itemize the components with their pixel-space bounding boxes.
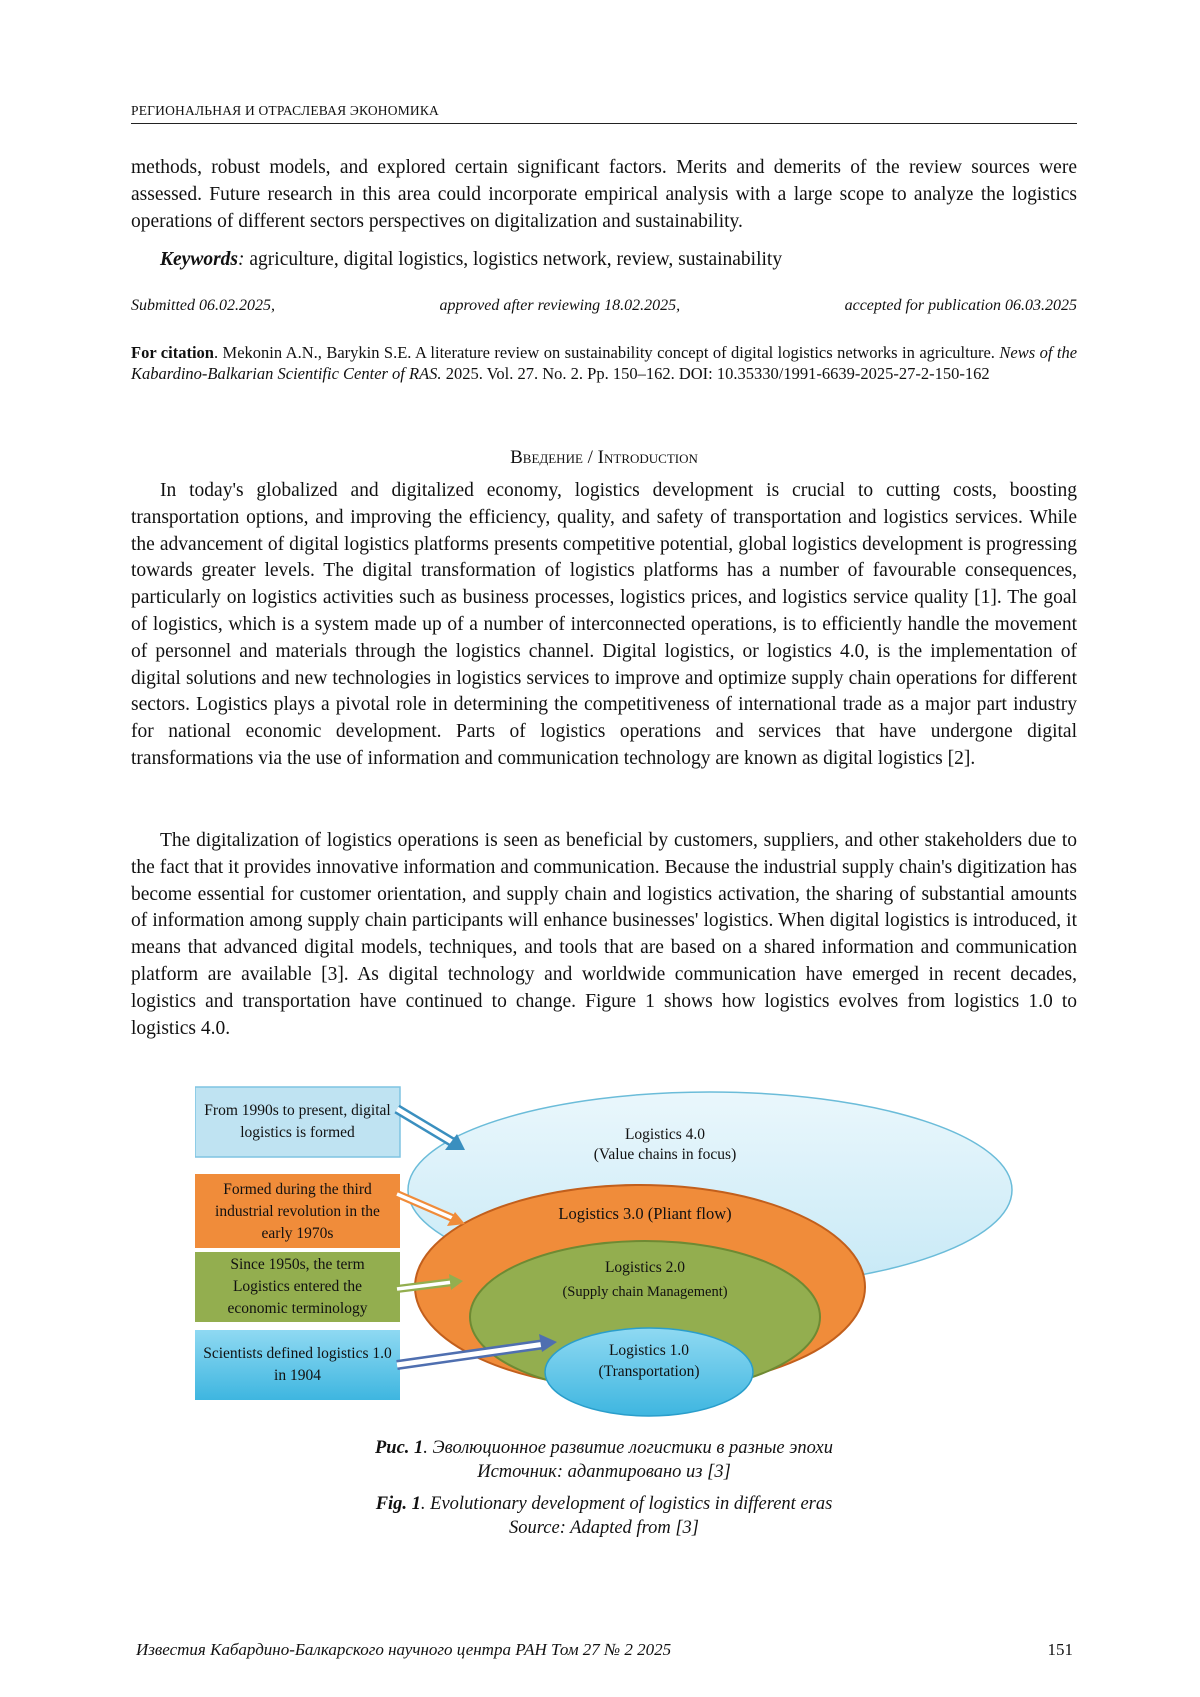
citation-label: For citation [131,343,214,362]
section-title: Введение / Introduction [510,447,698,468]
caption-en-label: Fig. 1 [375,1494,421,1514]
keywords-line [131,247,1077,274]
abstract-tail: methods, robust models, and explored certain significant factors. Merits and demerits of the review sources were assessed. Future research in this area could incorporate empirical analysis with a large scope to analyze the logistics operations of different sectors perspectives on digitalization and sustainability. [131,157,1077,232]
body-paragraph-1: In today's globalized and digitalized economy, logistics development is crucial to cutting costs, boosting transportation options, and improving the efficiency, quality, and safety of transportation and logistics services. While the advancement of digital logistics platforms presents competitive potential, global logistics development is progressing towards greater levels. The digital transformation of logistics platforms has a number of favourable consequences, particularly on logistics activities such as business processes, logistics prices, and logistics service quality [1]. The goal of logistics, which is a system made up of a number of interconnected operations, is to efficiently handle the movement of personnel and materials through the logistics channel. Digital logistics, or logistics 4.0, is the implementation of digital solutions and new technologies in logistics services to improve and optimize supply chain operations for different sectors. Logistics plays a pivotal role in determining the competitiveness of international trade as a major part industry for national economic development. Parts of logistics operations and services that have undergone digital transformations via the use of information and communication technology are known as digital logistics [2]. [131,480,1077,769]
approved-date: approved after reviewing 18.02.2025, [439,297,681,314]
label-logistics-3: Logistics 3.0 (Pliant flow) [558,1204,732,1223]
citation-authors: Mekonin A.N., Barykin S.E. A literature review on sustainability concept of digital logistics networks in agriculture. [222,343,995,362]
keywords-text: agriculture, digital logistics, logistics network, review, sustainability [249,249,783,270]
figure-1 [195,1082,1075,1422]
label-logistics-1-sub: (Transportation) [598,1363,700,1380]
caption-en-source: Source: Adapted from [3] [509,1518,699,1538]
caption-ru-title: . Эволюционное развитие логистики в разные эпохи [423,1438,834,1458]
label-1990s: From 1990s to present, digital logistics is formed [204,1102,391,1141]
label-logistics-4-sub: (Value chains in focus) [593,1146,737,1163]
running-header: РЕГИОНАЛЬНАЯ И ОТРАСЛЕВАЯ ЭКОНОМИКА [131,103,1077,124]
keywords-colon: : [238,249,245,270]
label-logistics-1: Logistics 1.0 [608,1342,690,1359]
label-logistics-4: Logistics 4.0 [624,1126,706,1143]
citation-details: 2025. Vol. 27. No. 2. Pp. 150–162. DOI: 10.35330/1991-6639-2025-27-2-150-162 [445,364,990,383]
submitted-date: Submitted 06.02.2025, [131,297,275,314]
caption-en [131,1492,1077,1516]
label-1970s: Formed during the third industrial revolution in the early 1970s [215,1181,380,1242]
footer-journal: Известия Кабардино-Балкарского научного центра РАН Том 27 № 2 2025 [136,1640,672,1659]
keywords-label: Keywords [160,249,238,270]
body-paragraph-2: The digitalization of logistics operations is seen as beneficial by customers, suppliers, and other stakeholders due to the fact that it provides innovative information and communication. Because the industrial supply chain's digitization has become essential for customer orientation, and supply chain and logistics activation, the sharing of substantial amounts of information among supply chain participants will enhance businesses' logistics. When digital logistics is introduced, it means that advanced digital models, techniques, and tools that are based on a shared information and communication platform are available [3]. As digital technology and worldwide communication have emerged in recent decades, logistics and transportation have continued to change. Figure 1 shows how logistics evolves from logistics 1.0 to logistics 4.0. [131,830,1077,1039]
citation-journal: News of the Kabardino-Balkarian Scientific Center of RAS. [131,343,1078,383]
caption-ru-label: Рис. 1 [374,1438,424,1458]
arrow-1990s [397,1109,465,1150]
accepted-date: accepted for publication 06.03.2025 [844,297,1077,314]
label-logistics-2-sub: (Supply chain Management) [562,1284,728,1300]
caption-ru [131,1436,1077,1460]
caption-ru-source: Источник: адаптировано из [3] [477,1462,731,1482]
publication-dates [131,297,1077,315]
page-number: 151 [1047,1640,1073,1659]
label-logistics-2: Logistics 2.0 [604,1259,686,1276]
caption-en-title: . Evolutionary development of logistics in different eras [420,1494,833,1514]
citation-block: For citation. Mekonin A.N., Barykin S.E. A literature review on sustainability concept of digital logistics networks in agriculture. News of the Kabardino-Balkarian Scientific Center of RAS. 2025. Vol. 27. No. 2. Pp. 150–162. DOI: 10.35330/1991-6639-2025-27-2-150-162 [131,343,1078,383]
label-1904: Scientists defined logistics 1.0 in 1904 [203,1345,392,1384]
label-1950s: Since 1950s, the term Logistics entered the economic terminology [227,1256,368,1317]
